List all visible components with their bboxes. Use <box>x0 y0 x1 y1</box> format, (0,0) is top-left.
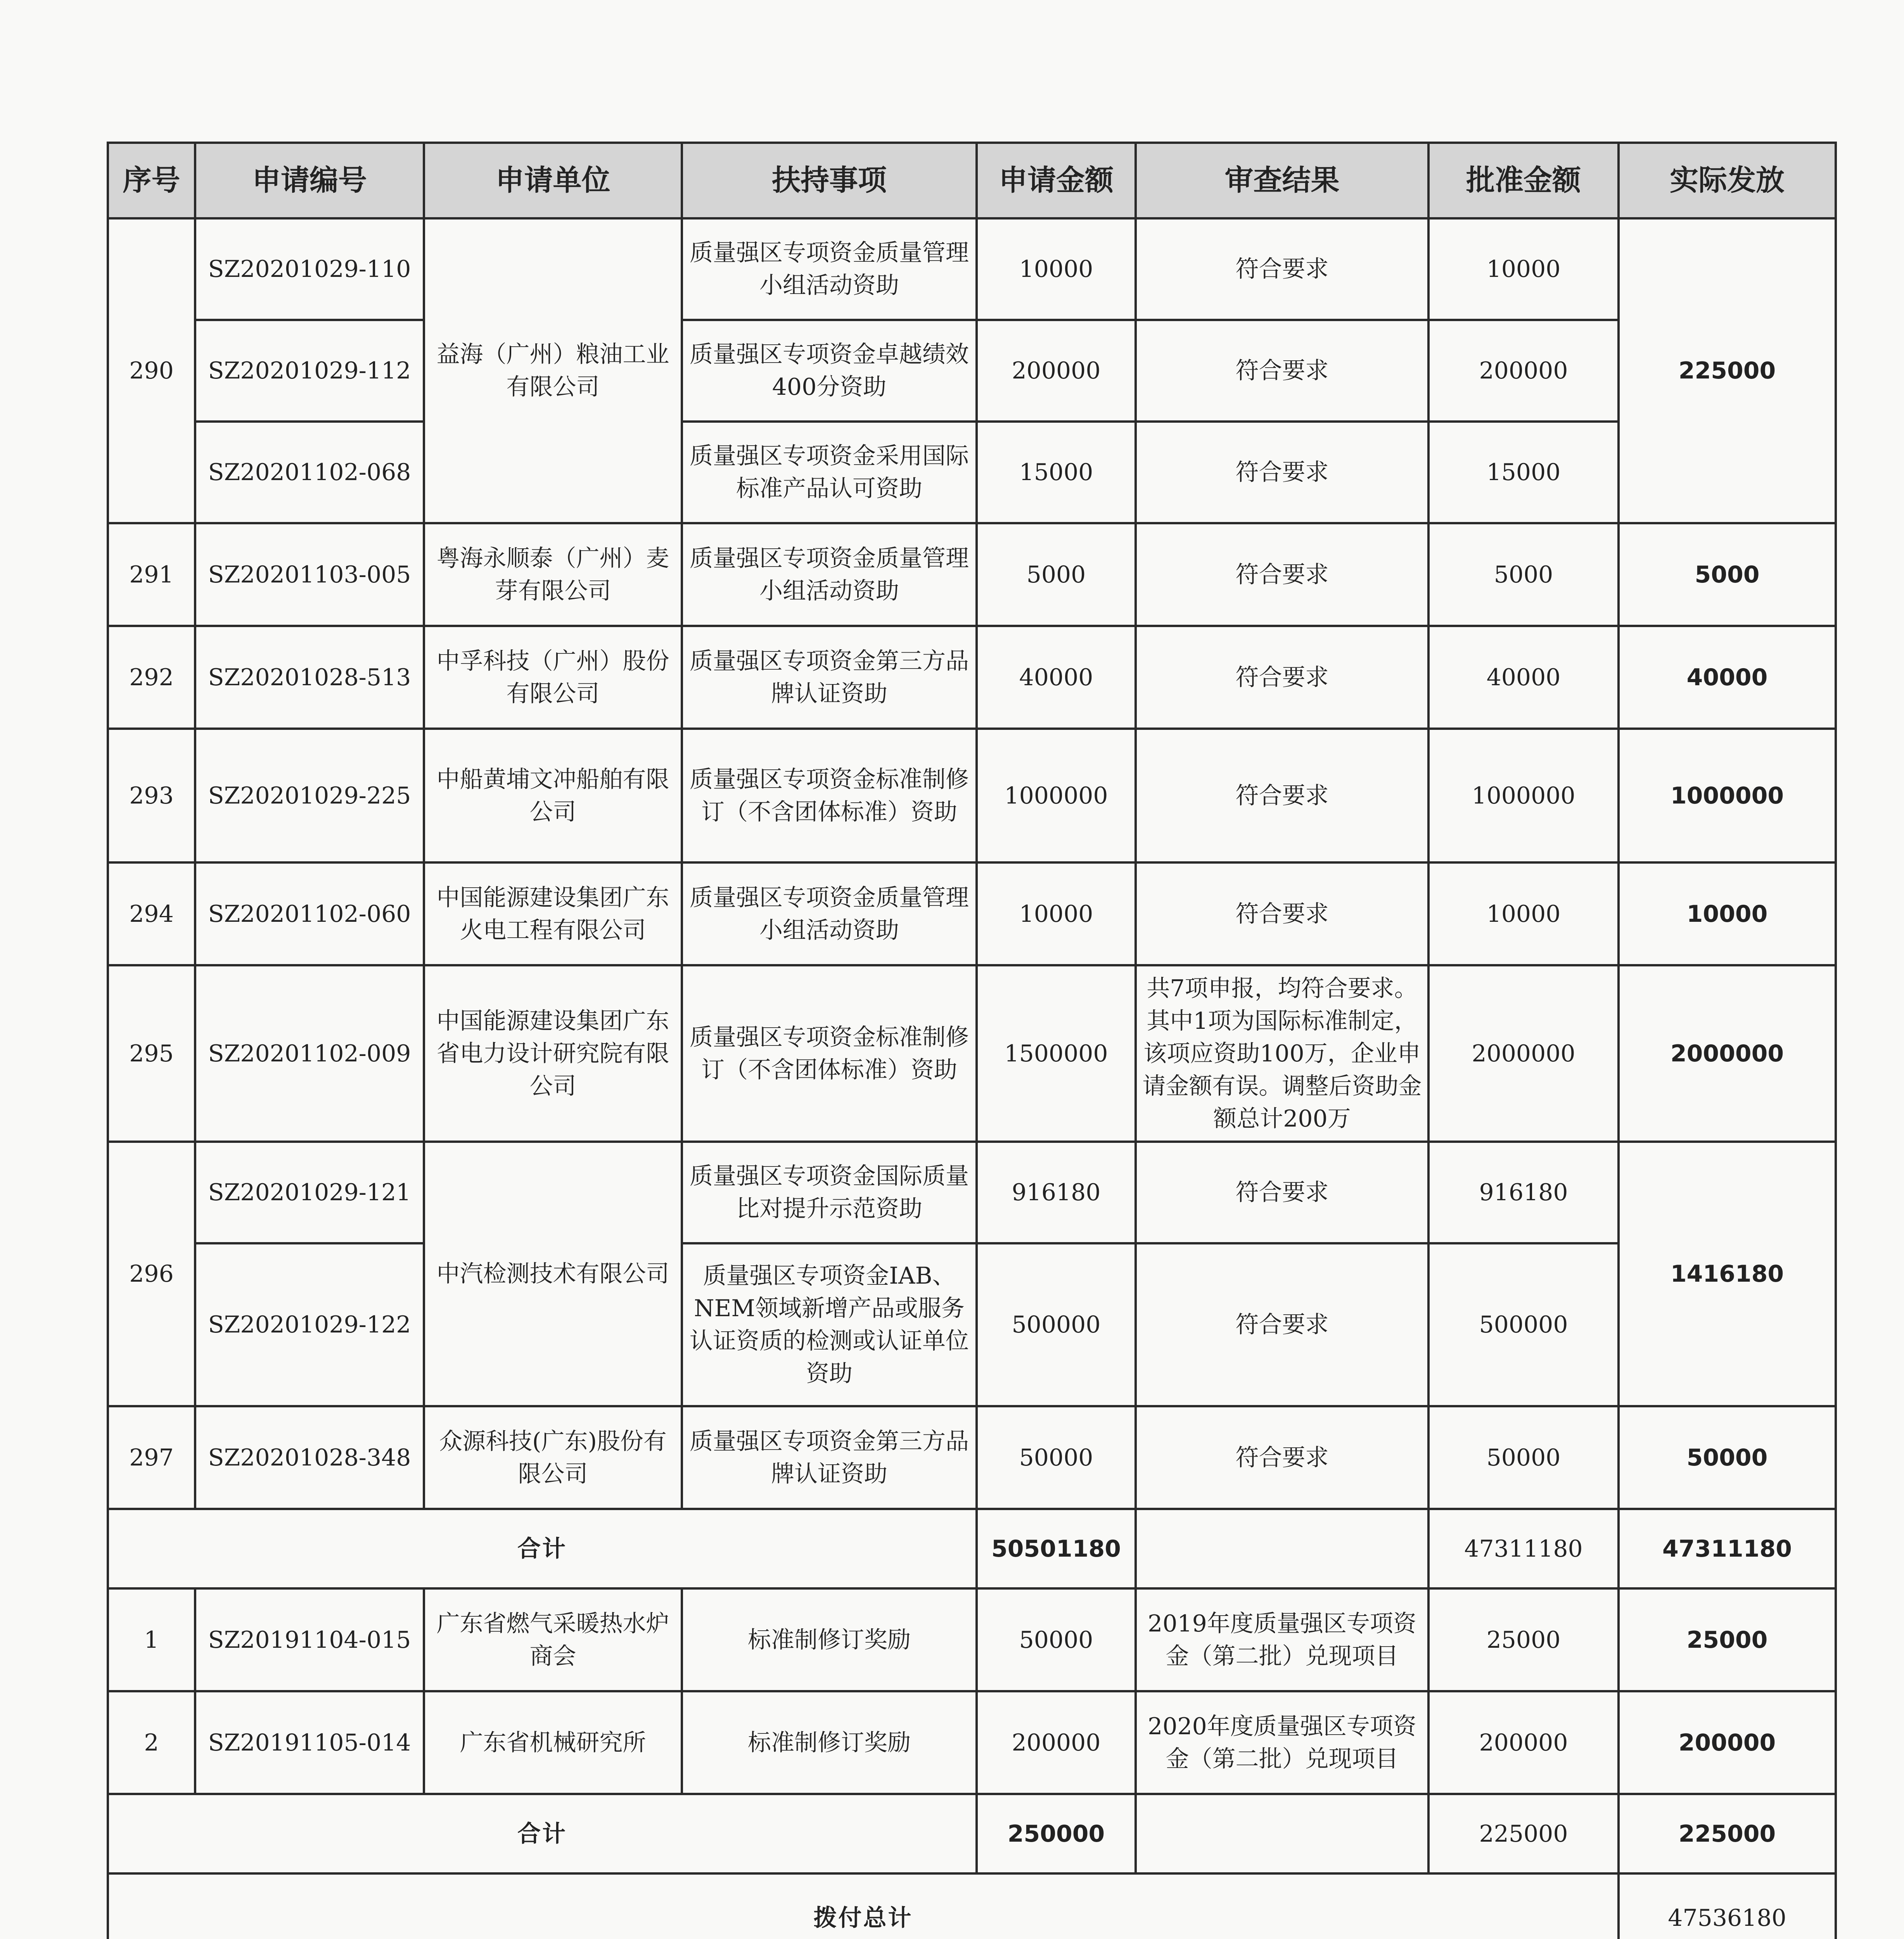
header-seq: 序号 <box>108 143 195 218</box>
cell-company: 广东省机械研究所 <box>424 1691 682 1794</box>
cell-item: 标准制修订奖励 <box>682 1691 977 1794</box>
cell-item: 质量强区专项资金质量管理小组活动资助 <box>682 523 977 626</box>
header-approved: 批准金额 <box>1428 143 1619 218</box>
cell-approved: 200000 <box>1428 1691 1619 1794</box>
header-applied: 申请金额 <box>977 143 1136 218</box>
cell-item: 质量强区专项资金国际质量比对提升示范资助 <box>682 1142 977 1243</box>
header-actual: 实际发放 <box>1619 143 1836 218</box>
cell-result: 符合要求 <box>1136 1142 1428 1243</box>
cell-item: 质量强区专项资金标准制修订（不含团体标准）资助 <box>682 965 977 1142</box>
header-row <box>108 143 1836 218</box>
header-code: 申请编号 <box>195 143 424 218</box>
funding-table <box>107 142 1837 1939</box>
cell-company: 中国能源建设集团广东火电工程有限公司 <box>424 862 682 965</box>
cell-applied: 200000 <box>977 320 1136 422</box>
cell-result: 符合要求 <box>1136 422 1428 523</box>
cell-applied: 916180 <box>977 1142 1136 1243</box>
table-row <box>108 862 1836 965</box>
cell-company: 粤海永顺泰（广州）麦芽有限公司 <box>424 523 682 626</box>
cell-company: 中汽检测技术有限公司 <box>424 1142 682 1406</box>
cell-result: 2019年度质量强区专项资金（第二批）兑现项目 <box>1136 1588 1428 1691</box>
cell-code: SZ20191104-015 <box>195 1588 424 1691</box>
cell-applied: 10000 <box>977 218 1136 320</box>
cell-result-note: 共7项申报，均符合要求。其中1项为国际标准制定，该项应资助100万，企业申请金额有误。调整后资助金额总计200万 <box>1136 965 1428 1142</box>
cell-applied: 50000 <box>977 1406 1136 1509</box>
cell-seq: 290 <box>108 218 195 523</box>
header-company: 申请单位 <box>424 143 682 218</box>
table-row <box>108 1243 1836 1406</box>
cell-company: 广东省燃气采暖热水炉商会 <box>424 1588 682 1691</box>
cell-item: 质量强区专项资金质量管理小组活动资助 <box>682 862 977 965</box>
subtotal-approved: 47311180 <box>1428 1509 1619 1588</box>
subtotal-label: 合计 <box>108 1794 977 1873</box>
cell-actual: 200000 <box>1619 1691 1836 1794</box>
cell-result: 符合要求 <box>1136 218 1428 320</box>
subtotal-actual: 47311180 <box>1619 1509 1836 1588</box>
cell-result: 符合要求 <box>1136 523 1428 626</box>
cell-approved: 1000000 <box>1428 729 1619 862</box>
cell-code: SZ20201029-112 <box>195 320 424 422</box>
cell-result: 符合要求 <box>1136 320 1428 422</box>
cell-item: 标准制修订奖励 <box>682 1588 977 1691</box>
cell-company: 中船黄埔文冲船舶有限公司 <box>424 729 682 862</box>
cell-item: 质量强区专项资金标准制修订（不含团体标准）资助 <box>682 729 977 862</box>
cell-company: 益海（广州）粮油工业有限公司 <box>424 218 682 523</box>
cell-applied: 15000 <box>977 422 1136 523</box>
grand-total-label: 拨付总计 <box>108 1873 1619 1939</box>
cell-code: SZ20201102-009 <box>195 965 424 1142</box>
cell-item: 质量强区专项资金第三方品牌认证资助 <box>682 1406 977 1509</box>
cell-item: 质量强区专项资金IAB、NEM领域新增产品或服务认证资质的检测或认证单位资助 <box>682 1243 977 1406</box>
cell-seq: 294 <box>108 862 195 965</box>
subtotal-approved: 225000 <box>1428 1794 1619 1873</box>
cell-seq: 297 <box>108 1406 195 1509</box>
cell-company: 中孚科技（广州）股份有限公司 <box>424 626 682 729</box>
table-row <box>108 422 1836 523</box>
cell-code: SZ20201102-068 <box>195 422 424 523</box>
cell-item: 质量强区专项资金质量管理小组活动资助 <box>682 218 977 320</box>
cell-approved: 25000 <box>1428 1588 1619 1691</box>
cell-result: 符合要求 <box>1136 1243 1428 1406</box>
cell-company: 中国能源建设集团广东省电力设计研究院有限公司 <box>424 965 682 1142</box>
subtotal-label: 合计 <box>108 1509 977 1588</box>
table-row <box>108 1142 1836 1243</box>
table-row <box>108 1588 1836 1691</box>
cell-code: SZ20201028-513 <box>195 626 424 729</box>
cell-applied: 200000 <box>977 1691 1136 1794</box>
cell-actual: 1000000 <box>1619 729 1836 862</box>
cell-seq: 295 <box>108 965 195 1142</box>
cell-applied: 1000000 <box>977 729 1136 862</box>
cell-result: 符合要求 <box>1136 729 1428 862</box>
grand-total-actual: 47536180 <box>1619 1873 1836 1939</box>
cell-approved: 10000 <box>1428 862 1619 965</box>
cell-actual: 2000000 <box>1619 965 1836 1142</box>
cell-approved: 50000 <box>1428 1406 1619 1509</box>
cell-item: 质量强区专项资金第三方品牌认证资助 <box>682 626 977 729</box>
cell-seq: 291 <box>108 523 195 626</box>
cell-item: 质量强区专项资金卓越绩效400分资助 <box>682 320 977 422</box>
cell-approved: 500000 <box>1428 1243 1619 1406</box>
table-row <box>108 626 1836 729</box>
cell-seq: 296 <box>108 1142 195 1406</box>
cell-code: SZ20201029-121 <box>195 1142 424 1243</box>
table-row <box>108 1406 1836 1509</box>
cell-code: SZ20201029-225 <box>195 729 424 862</box>
table-row <box>108 320 1836 422</box>
cell-actual: 225000 <box>1619 218 1836 523</box>
cell-company: 众源科技(广东)股份有限公司 <box>424 1406 682 1509</box>
cell-approved: 200000 <box>1428 320 1619 422</box>
cell-code: SZ20201029-122 <box>195 1243 424 1406</box>
cell-result: 符合要求 <box>1136 1406 1428 1509</box>
cell-actual: 25000 <box>1619 1588 1836 1691</box>
table-row <box>108 1691 1836 1794</box>
cell-item: 质量强区专项资金采用国际标准产品认可资助 <box>682 422 977 523</box>
header-item: 扶持事项 <box>682 143 977 218</box>
cell-actual: 5000 <box>1619 523 1836 626</box>
table-row <box>108 965 1836 1142</box>
cell-seq: 1 <box>108 1588 195 1691</box>
cell-applied: 50000 <box>977 1588 1136 1691</box>
cell-actual: 50000 <box>1619 1406 1836 1509</box>
subtotal-actual: 225000 <box>1619 1794 1836 1873</box>
cell-approved: 10000 <box>1428 218 1619 320</box>
cell-code: SZ20201103-005 <box>195 523 424 626</box>
cell-approved: 2000000 <box>1428 965 1619 1142</box>
subtotal-applied: 50501180 <box>977 1509 1136 1588</box>
subtotal-result <box>1136 1509 1428 1588</box>
cell-seq: 292 <box>108 626 195 729</box>
subtotal-row <box>108 1509 1836 1588</box>
header-result: 审查结果 <box>1136 143 1428 218</box>
cell-code: SZ20201028-348 <box>195 1406 424 1509</box>
cell-actual: 10000 <box>1619 862 1836 965</box>
cell-approved: 15000 <box>1428 422 1619 523</box>
table-row <box>108 729 1836 862</box>
cell-result: 2020年度质量强区专项资金（第二批）兑现项目 <box>1136 1691 1428 1794</box>
table-row <box>108 218 1836 320</box>
cell-applied: 1500000 <box>977 965 1136 1142</box>
cell-actual: 40000 <box>1619 626 1836 729</box>
subtotal-result <box>1136 1794 1428 1873</box>
cell-approved: 40000 <box>1428 626 1619 729</box>
cell-result: 符合要求 <box>1136 862 1428 965</box>
cell-result: 符合要求 <box>1136 626 1428 729</box>
cell-applied: 5000 <box>977 523 1136 626</box>
subtotal-row <box>108 1794 1836 1873</box>
cell-seq: 2 <box>108 1691 195 1794</box>
cell-actual: 1416180 <box>1619 1142 1836 1406</box>
table-row <box>108 523 1836 626</box>
cell-applied: 500000 <box>977 1243 1136 1406</box>
cell-seq: 293 <box>108 729 195 862</box>
subtotal-applied: 250000 <box>977 1794 1136 1873</box>
cell-approved: 916180 <box>1428 1142 1619 1243</box>
cell-code: SZ20201102-060 <box>195 862 424 965</box>
grand-total-row <box>108 1873 1836 1939</box>
cell-approved: 5000 <box>1428 523 1619 626</box>
cell-code: SZ20191105-014 <box>195 1691 424 1794</box>
cell-code: SZ20201029-110 <box>195 218 424 320</box>
cell-applied: 10000 <box>977 862 1136 965</box>
cell-applied: 40000 <box>977 626 1136 729</box>
